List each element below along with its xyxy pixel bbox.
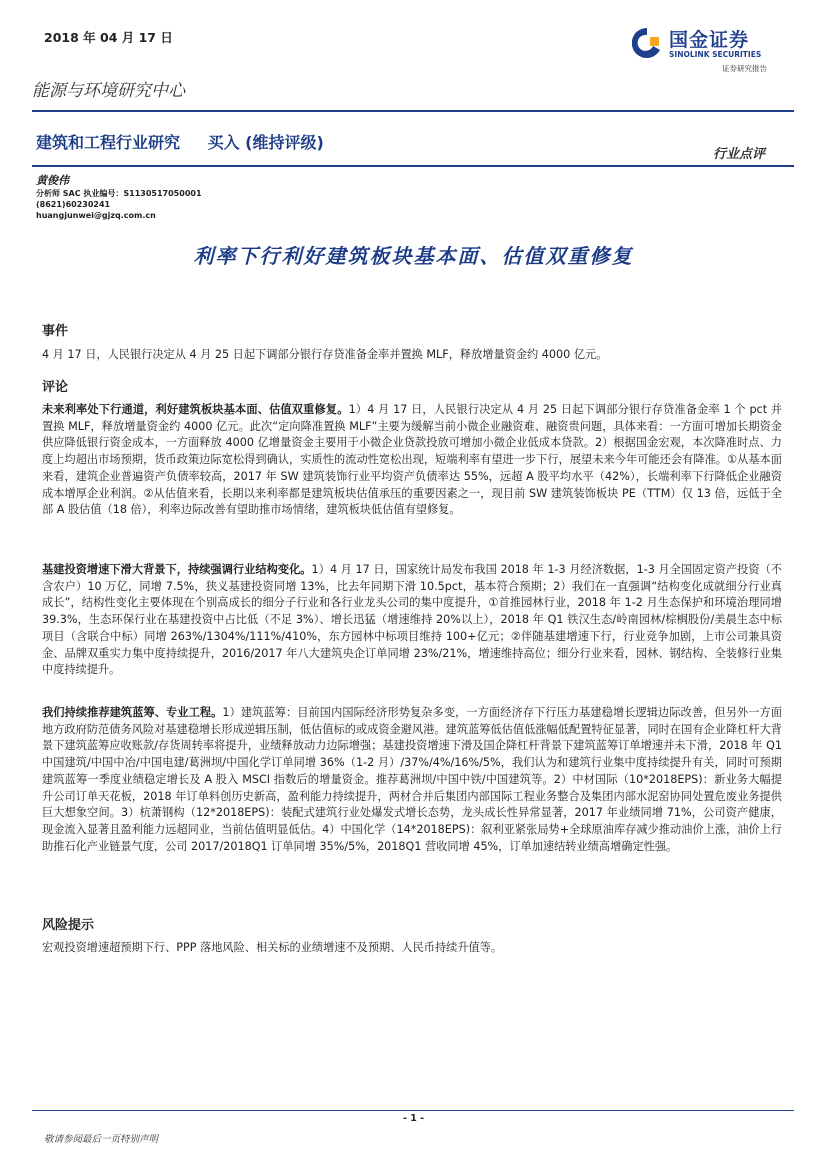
research-center: 能源与环境研究中心 — [32, 81, 185, 101]
industry-label: 建筑和工程行业研究 — [36, 133, 181, 152]
paragraph-2-lead: 基建投资增速下滑大背景下，持续强调行业结构变化。 — [42, 563, 312, 576]
heading-divider — [32, 165, 794, 167]
report-date: 2018 年 04 月 17 日 — [44, 30, 173, 45]
analyst-license: 分析师 SAC 执业编号：S1130517050001 — [36, 189, 202, 198]
logo-subtitle: 证券研究报告 — [722, 64, 767, 73]
header-divider — [32, 110, 794, 112]
comment-paragraph-2 — [42, 562, 782, 679]
disclaimer-note: 敬请参阅最后一页特别声明 — [44, 1134, 159, 1145]
report-title: 利率下行利好建筑板块基本面、估值双重修复 — [193, 244, 634, 268]
analyst-block — [36, 172, 202, 221]
comment-heading: 评论 — [42, 380, 69, 395]
paragraph-3-body: 1）建筑蓝筹：目前国内国际经济形势复杂多变，一方面经济存下行压力基建稳增长逻辑边际改善，但另外一方面地方政府防范债务风险对基建稳增长形成逆辑压制，低估值标的或成资金避风港。建筑蓝筹低估值低涨幅低配置特征显著，同时在国有企业降杠杆大背景下建筑蓝筹应收账款/存货周转率将提升，业绩释放动力边际增强；基建投资增速下滑及国企降杠杆背景下建筑蓝筹订单增速并未下滑，2018 年 Q1 中国建筑/中国中冶/中国电建/葛洲坝/中国化学订单同增 36%（1-2 月）/37%/4%/16%/5%，我们认为和建筑行业集中度持续提升有关，同时可预期建筑蓝筹一季度业绩稳定增长及 A 股入 MSCI 指数后的增量资金。推荐葛洲坝/中国中铁/中国建筑等。2）中材国际（10*2018EPS)：新业务大幅提升公司订单天花板，2018 年订单料创历史新高，盈利能力持续提升，两材合并后集团内部国际工程业务整合及集团内部水泥窑协同处置危废业务提供巨大想象空间。3）杭萧钢构（12*2018EPS)：装配式建筑行业处爆发式增长态势，龙头成长性异常显著，2017 年业绩同增 71%，公司资产健康，现金流入显著且盈利能力远超同业，当前估值明显低估。4）中国化学（14*2018EPS)：叙利亚紧张局势+全球原油库存减少推动油价上涨，油价上行助推石化产业链景气度，公司 2017/2018Q1 订单同增 35%/5%，2018Q1 营收同增 45%，订单加速结转业绩高增确定性强。 — [42, 706, 782, 853]
risk-heading: 风险提示 — [42, 918, 95, 933]
event-text: 4 月 17 日，人民银行决定从 4 月 25 日起下调部分银行存贷准备金率并置换 MLF，释放增量资金约 4000 亿元。 — [42, 348, 608, 361]
analyst-name: 黄俊伟 — [36, 174, 69, 187]
logo-text-en: SINOLINK SECURITIES — [669, 50, 762, 59]
report-heading — [36, 130, 324, 153]
sinolink-logo-icon — [632, 26, 662, 60]
rating-label: 买入 (维持评级) — [207, 133, 324, 152]
paragraph-2-body: 1）4 月 17 日，国家统计局发布我国 2018 年 1-3 月经济数据，1-3 月全国固定资产投资（不含农户）10 万亿，同增 7.5%，狭义基建投资同增 13%，比去年同期下滑 10.5pct，基本符合预期；2）我们在一直强调“结构变化成就细分行业真成长”，结构性变化主要体现在个别高成长的细分子行业和各行业龙头公司的集中度提升，①首推园林行业，2018 年 1-2 月生态保护和环境治理同增 39.3%，生态环保行业在基建投资中占比低（不足 3%）、增长迅猛（增速维持 20%以上），2018 年 Q1 铁汉生态/岭南园林/棕榈股份/美晨生态中标项目（含联合中标）同增 263%/1304%/111%/410%，东方园林中标项目维持 100+亿元；②伴随基建增速下行，行业竞争加剧，上市公司兼具资金、品牌双重实力集中度持续提升，2016/2017 年八大建筑央企订单同增 23%/21%，增速维持高位；细分行业来看，园林、钢结构、全装修行业集中度持续提升。 — [42, 563, 782, 677]
page-number: - 1 - — [402, 1113, 425, 1124]
comment-paragraph-1 — [42, 402, 782, 519]
comment-paragraph-3 — [42, 705, 782, 855]
sinolink-logo — [632, 22, 792, 78]
analyst-email[interactable]: huangjunwei@gjzq.com.cn — [36, 211, 156, 220]
paragraph-1-body: 1）4 月 17 日，人民银行决定从 4 月 25 日起下调部分银行存贷准备金率 1 个 pct 并置换 MLF，释放增量资金约 4000 亿元。此次“定向降准置换 MLF”主要为缓解当前小微企业融资难、融资贵问题，具体来看：一方面可增加长期资金供应降低银行资金成本，一方面释放 4000 亿增量资金主要用于小微企业贷款投放可增加小微企业低成本贷款。2）根据国金宏观，本次降准时点、力度上均超出市场预期，货币政策边际宽松得到确认，实质性的流动性宽松出现，短端利率有望进一步下行，展望未来今年可能还会有降准。①从基本面来看，建筑企业普遍资产负债率较高，2017 年 SW 建筑装饰行业平均资产负债率达 55%，远超 A 股平均水平（42%），长端利率下行降低企业融资成本增厚企业利润。②从估值来看，长期以来利率都是建筑板块估值承压的重要因素之一，现目前 SW 建筑装饰板块 PE（TTM）仅 13 倍，远低于全部 A 股估值（18 倍），利率边际改善有望助推市场情绪，建筑板块低估值有望修复。 — [42, 403, 782, 517]
paragraph-1-lead: 未来利率处下行通道，利好建筑板块基本面、估值双重修复。 — [42, 403, 349, 416]
risk-text: 宏观投资增速超预期下行、PPP 落地风险、相关标的业绩增速不及预期、人民币持续升值等。 — [42, 941, 503, 954]
footer-divider — [32, 1110, 794, 1111]
report-type: 行业点评 — [713, 147, 766, 162]
event-heading: 事件 — [42, 324, 69, 339]
logo-text-cn: 国金证券 — [669, 29, 750, 51]
analyst-phone: (8621)60230241 — [36, 200, 111, 209]
paragraph-3-lead: 我们持续推荐建筑蓝筹、专业工程。 — [42, 706, 223, 719]
